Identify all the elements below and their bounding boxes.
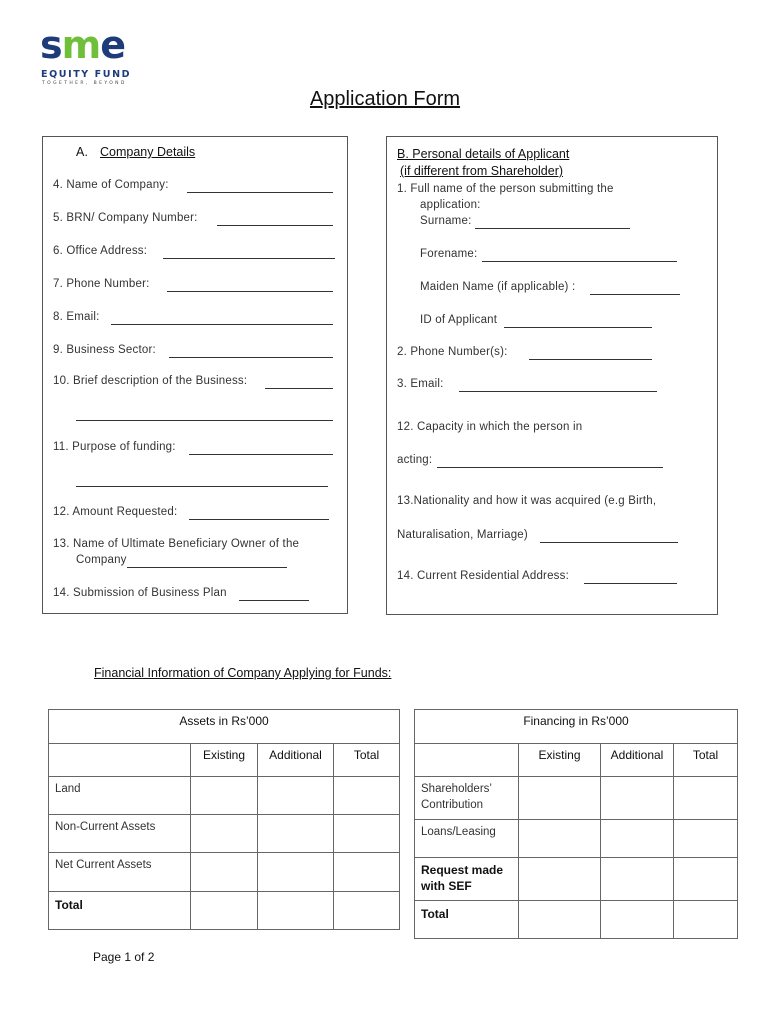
funding-purpose-line-1[interactable] [189,454,333,455]
column-header-existing: Existing [519,744,601,777]
row-label: Loans/Leasing [415,820,519,858]
business-sector-line[interactable] [169,357,333,358]
input-cell[interactable] [601,858,674,901]
field-label: 2. Phone Number(s): [397,346,508,358]
amount-line[interactable] [189,519,329,520]
row-label: Net Current Assets [49,853,191,892]
table-header-cell [49,744,191,777]
field-label: 12. Capacity in which the person in [397,421,583,433]
field-label: 12. Amount Requested: [53,506,178,518]
field-label: 7. Phone Number: [53,278,150,290]
field-label: Naturalisation, Marriage) [397,529,528,541]
field-label: Surname: [420,215,472,227]
input-cell[interactable] [191,815,258,853]
forename-line[interactable] [482,261,677,262]
company-name-line[interactable] [187,192,333,193]
section-b-subheading: (if different from Shareholder) [400,164,564,178]
field-label: Maiden Name (if applicable) : [420,281,576,293]
funding-purpose-line-2[interactable] [76,486,328,487]
applicant-id-line[interactable] [504,327,652,328]
description-line-1[interactable] [265,388,333,389]
section-a-number: A. [76,145,89,159]
field-label-continued: application: [420,199,481,211]
field-label: 3. Email: [397,378,444,390]
column-header-additional: Additional [601,744,674,777]
financing-table [414,709,738,939]
logo-tagline: TOGETHER, BEYOND [42,81,127,86]
row-label-total: Total [49,892,191,930]
row-label: Non-Current Assets [49,815,191,853]
row-label: Shareholders’ Contribution [415,777,519,820]
input-cell[interactable] [601,901,674,939]
input-cell[interactable] [674,901,738,939]
row-label: Land [49,777,191,815]
field-label: 1. Full name of the person submitting the [397,183,614,195]
input-cell[interactable] [674,858,738,901]
input-cell[interactable] [258,853,334,892]
input-cell[interactable] [334,892,400,930]
field-label: Forename: [420,248,478,260]
input-cell[interactable] [519,820,601,858]
office-address-line[interactable] [163,258,335,259]
input-cell[interactable] [334,815,400,853]
input-cell[interactable] [191,853,258,892]
field-label: 8. Email: [53,311,100,323]
field-label: 4. Name of Company: [53,179,169,191]
field-label: 11. Purpose of funding: [53,441,176,453]
input-cell[interactable] [334,853,400,892]
business-plan-line[interactable] [239,600,309,601]
column-header-total: Total [674,744,738,777]
section-a-heading: Company Details [100,145,196,159]
column-header-total: Total [334,744,400,777]
section-b-heading: B. Personal details of Applicant [397,147,570,161]
assets-table [48,709,400,930]
field-label: 6. Office Address: [53,245,148,257]
field-label: 9. Business Sector: [53,344,156,356]
financing-table-title: Financing in Rs’000 [415,710,738,744]
column-header-additional: Additional [258,744,334,777]
column-header-existing: Existing [191,744,258,777]
field-label: 13.Nationality and how it was acquired (e.g Birth, [397,495,657,507]
sme-logo [40,23,155,87]
residential-address-line[interactable] [584,583,677,584]
email-line[interactable] [111,324,333,325]
company-details-box [42,136,348,614]
description-line-2[interactable] [76,420,333,421]
input-cell[interactable] [601,777,674,820]
brn-line[interactable] [217,225,333,226]
field-label: 14. Submission of Business Plan [53,587,227,599]
logo-equity-fund: EQUITY FUND [41,69,132,80]
capacity-line[interactable] [437,467,663,468]
input-cell[interactable] [519,901,601,939]
surname-line[interactable] [475,228,630,229]
input-cell[interactable] [258,815,334,853]
input-cell[interactable] [674,820,738,858]
input-cell[interactable] [334,777,400,815]
input-cell[interactable] [258,777,334,815]
financial-heading: Financial Information of Company Applying for Funds: [94,666,392,680]
nationality-line[interactable] [540,542,678,543]
input-cell[interactable] [519,777,601,820]
input-cell[interactable] [191,777,258,815]
field-label: 13. Name of Ultimate Beneficiary Owner of the [53,538,300,550]
table-header-cell [415,744,519,777]
input-cell[interactable] [191,892,258,930]
applicant-email-line[interactable] [459,391,657,392]
logo-wordmark: sme [40,23,126,67]
field-label: acting: [397,454,433,466]
input-cell[interactable] [258,892,334,930]
input-cell[interactable] [519,858,601,901]
field-label: ID of Applicant [420,314,498,326]
page-title: Application Form [309,88,461,110]
field-label: 10. Brief description of the Business: [53,375,248,387]
beneficiary-line[interactable] [127,567,287,568]
applicant-phone-line[interactable] [529,359,652,360]
field-label: 14. Current Residential Address: [397,570,569,582]
field-label-continued: Company [76,554,127,566]
page-number: Page 1 of 2 [93,950,155,964]
assets-table-title: Assets in Rs’000 [49,710,400,744]
row-label-total: Total [415,901,519,939]
phone-line[interactable] [167,291,333,292]
field-label: 5. BRN/ Company Number: [53,212,198,224]
input-cell[interactable] [601,820,674,858]
row-label: Request made with SEF [415,858,519,901]
maiden-name-line[interactable] [590,294,680,295]
personal-details-box [386,136,718,615]
input-cell[interactable] [674,777,738,820]
